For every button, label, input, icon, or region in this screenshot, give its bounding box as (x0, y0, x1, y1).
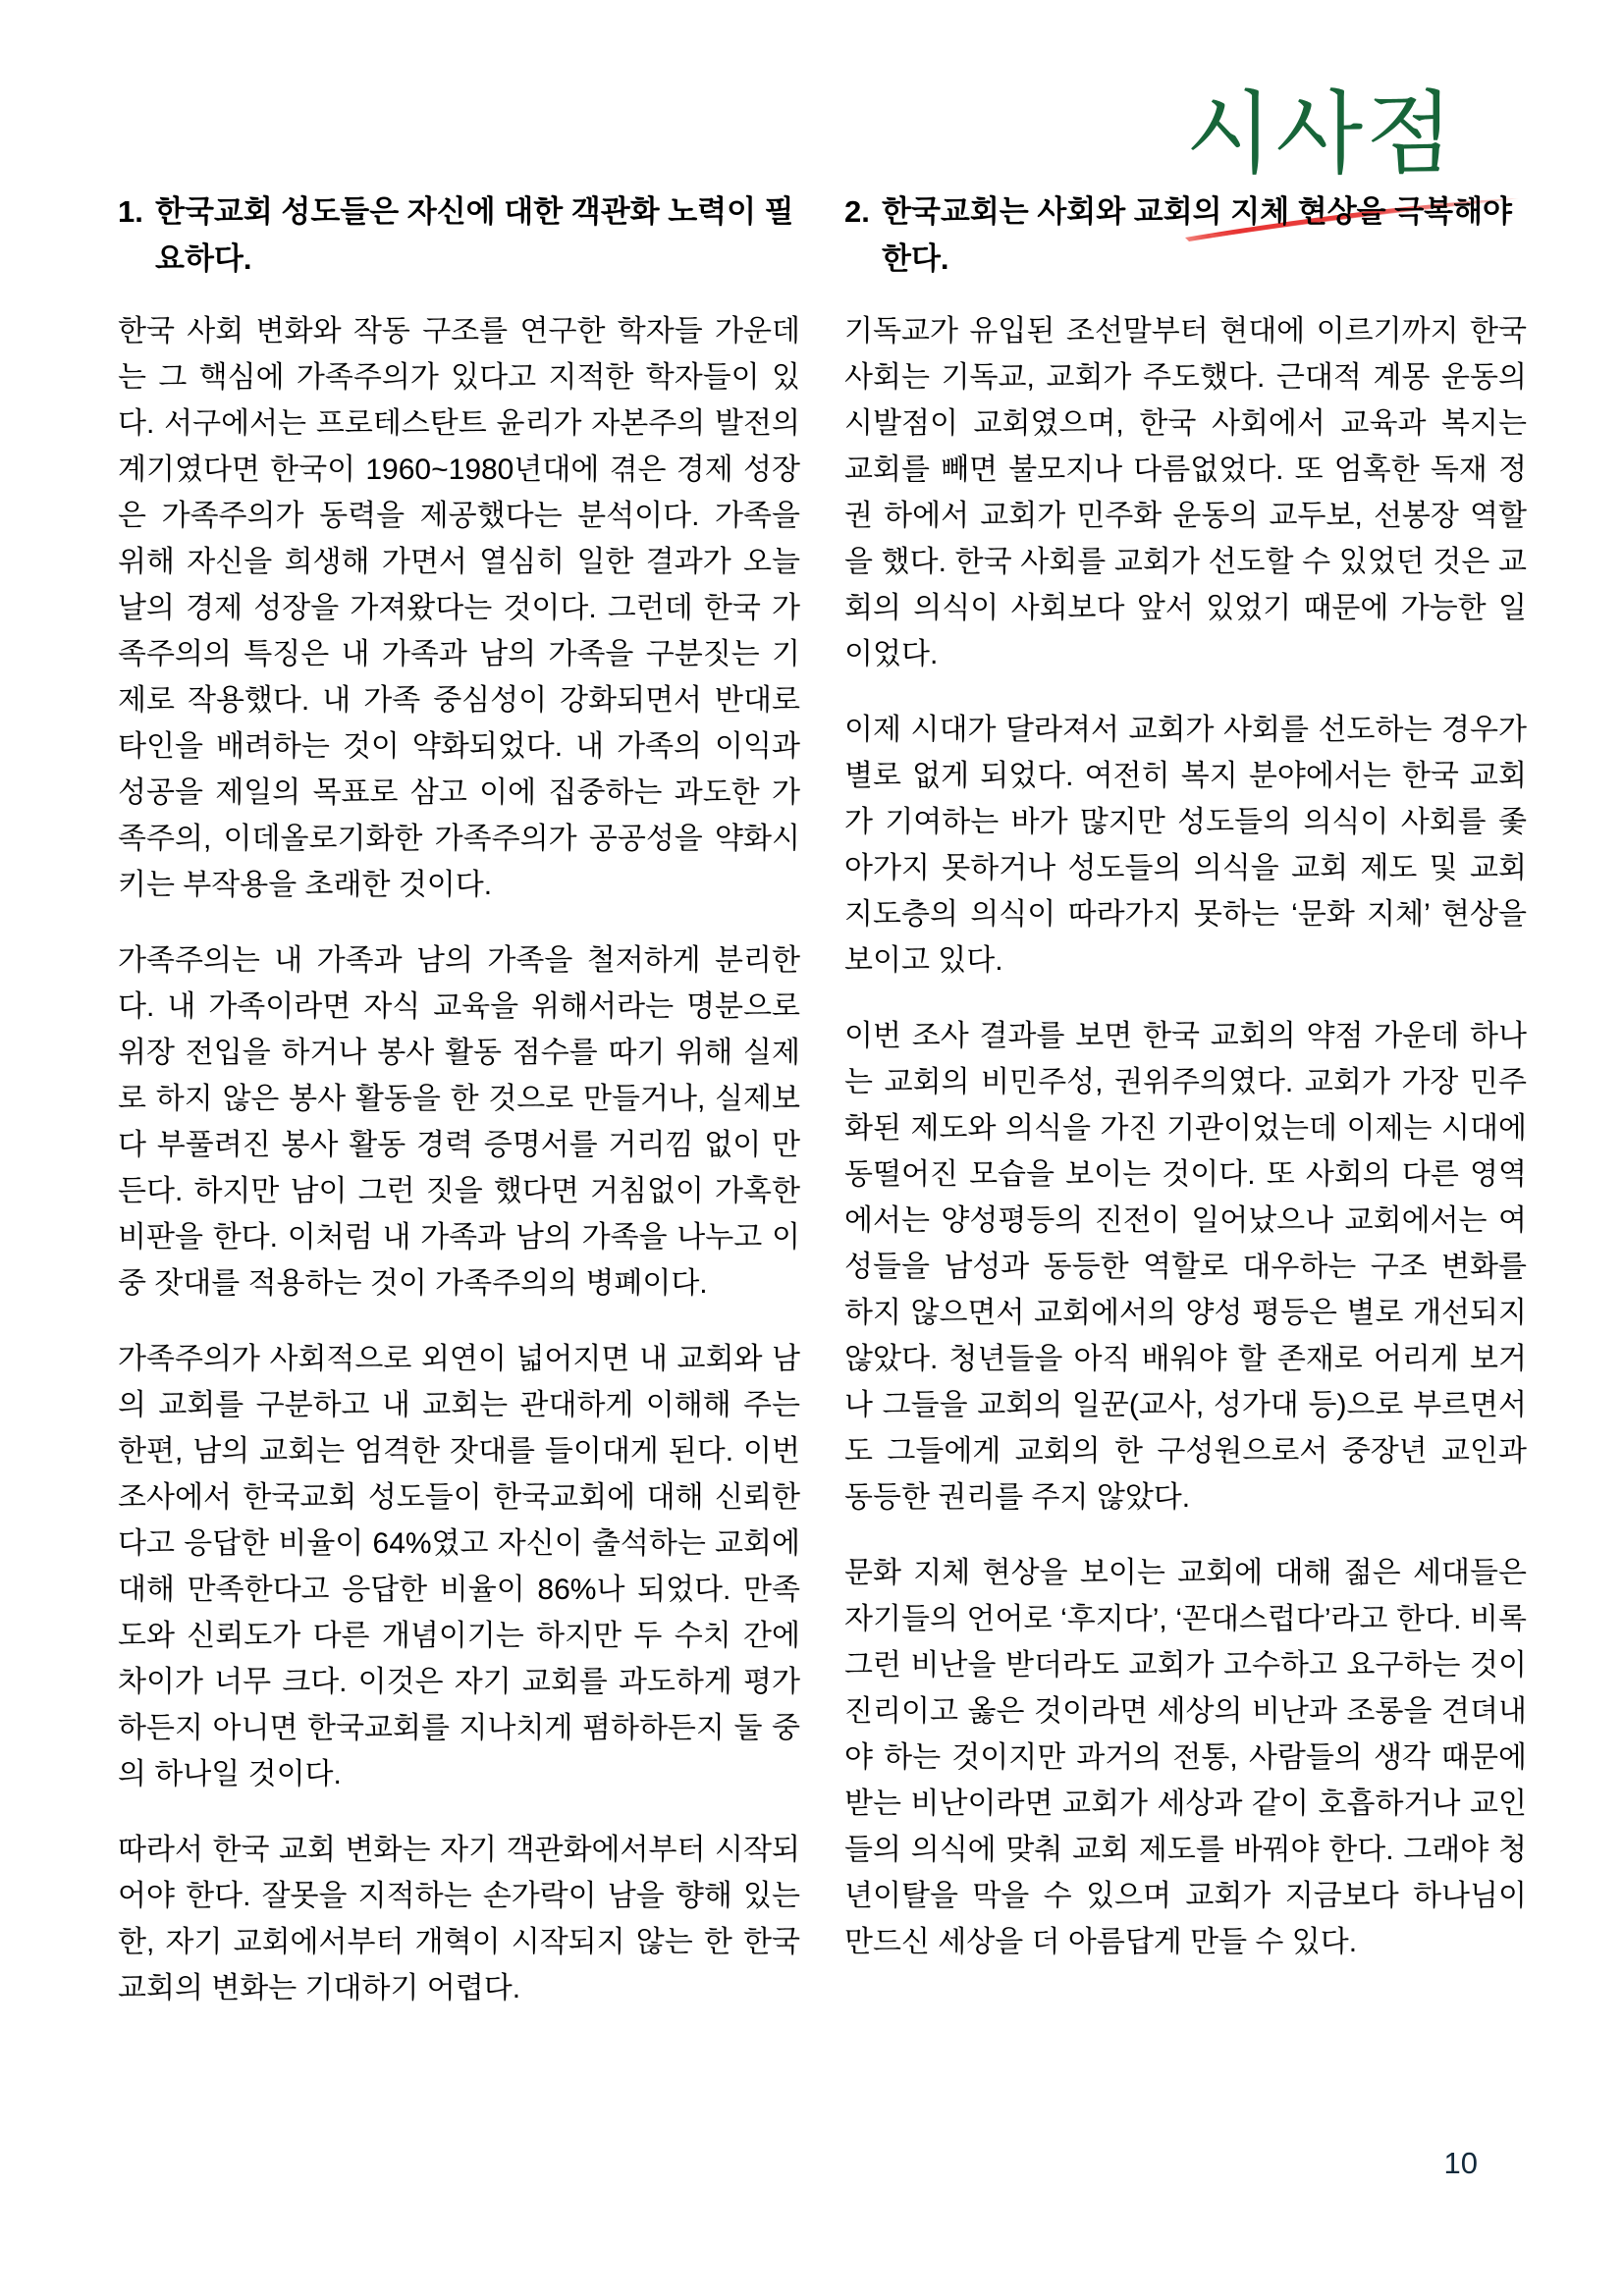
section-2-number: 2. (844, 194, 870, 229)
column-right (844, 188, 1527, 2011)
section-1-heading (118, 188, 800, 283)
page-title: 시사점 (1185, 84, 1456, 185)
section-1-number: 1. (118, 194, 143, 229)
section-1-heading-text: 한국교회 성도들은 자신에 대한 객관화 노력이 필요하다. (155, 194, 794, 276)
paragraph: 한국 사회 변화와 작동 구조를 연구한 학자들 가운데는 그 핵심에 가족주의가 있다고 지적한 학자들이 있다. 서구에서는 프로테스탄트 윤리가 자본주의 발전의 계기였다면 한국이 1960~1980년대에 겪은 경제 성장은 가족주의가 동력을 제공했다는 분석이다. 가족을 위해 자신을 희생해 가면서 열심히 일한 결과가 오늘날의 경제 성장을 가져왔다는 것이다. 그런데 한국 가족주의의 특징은 내 가족과 남의 가족을 구분짓는 기제로 작용했다. 내 가족 중심성이 강화되면서 반대로 타인을 배려하는 것이 약화되었다. 내 가족의 이익과 성공을 제일의 목표로 삼고 이에 집중하는 과도한 가족주의, 이데올로기화한 가족주의가 공공성을 약화시키는 부작용을 초래한 것이다. (118, 315, 800, 901)
paragraph: 기독교가 유입된 조선말부터 현대에 이르기까지 한국 사회는 기독교, 교회가 주도했다. 근대적 계몽 운동의 시발점이 교회였으며, 한국 사회에서 교육과 복지는 교회를 빼면 불모지나 다름없었다. 또 엄혹한 독재 정권 하에서 교회가 민주화 운동의 교두보, 선봉장 역할을 했다. 한국 사회를 교회가 선도할 수 있었던 것은 교회의 의식이 사회보다 앞서 있었기 때문에 가능한 일이었다. (844, 315, 1527, 670)
two-column-body (118, 188, 1527, 2011)
paragraph: 가족주의는 내 가족과 남의 가족을 철저하게 분리한다. 내 가족이라면 자식 교육을 위해서라는 명분으로 위장 전입을 하거나 봉사 활동 점수를 따기 위해 실제로 하지 않은 봉사 활동을 한 것으로 만들거나, 실제보다 부풀려진 봉사 활동 경력 증명서를 거리낌 없이 만든다. 하지만 남이 그런 짓을 했다면 거침없이 가혹한 비판을 한다. 이처럼 내 가족과 남의 가족을 나누고 이중 잣대를 적용하는 것이 가족주의의 병폐이다. (118, 944, 800, 1300)
section-2-heading (844, 188, 1527, 283)
paragraph: 문화 지체 현상을 보이는 교회에 대해 젊은 세대들은 자기들의 언어로 ‘후지다’, ‘꼰대스럽다’라고 한다. 비록 그런 비난을 받더라도 교회가 고수하고 요구하는 것이 진리이고 옳은 것이라면 세상의 비난과 조롱을 견뎌내야 하는 것이지만 과거의 전통, 사람들의 생각 때문에 받는 비난이라면 교회가 세상과 같이 호흡하거나 교인들의 의식에 맞춰 교회 제도를 바꿔야 한다. 그래야 청년이탈을 막을 수 있으며 교회가 지금보다 하나님이 만드신 세상을 더 아름답게 만들 수 있다. (844, 1557, 1527, 1958)
page-number: 10 (1443, 2146, 1478, 2180)
paragraph: 이제 시대가 달라져서 교회가 사회를 선도하는 경우가 별로 없게 되었다. 여전히 복지 분야에서는 한국 교회가 기여하는 바가 많지만 성도들의 의식이 사회를 좇아가지 못하거나 성도들의 의식을 교회 제도 및 교회 지도층의 의식이 따라가지 못하는 ‘문화 지체’ 현상을 보이고 있다. (844, 714, 1527, 977)
paragraph: 이번 조사 결과를 보면 한국 교회의 약점 가운데 하나는 교회의 비민주성, 권위주의였다. 교회가 가장 민주화된 제도와 의식을 가진 기관이었는데 이제는 시대에 동떨어진 모습을 보이는 것이다. 또 사회의 다른 영역에서는 양성평등의 진전이 일어났으나 교회에서는 여성들을 남성과 동등한 역할로 대우하는 구조 변화를 하지 않으면서 교회에서의 양성 평등은 별로 개선되지 않았다. 청년들을 아직 배워야 할 존재로 어리게 보거나 그들을 교회의 일꾼(교사, 성가대 등)으로 부르면서도 그들에게 교회의 한 구성원으로서 중장년 교인과 동등한 권리를 주지 않았다. (844, 1020, 1527, 1514)
paragraph: 가족주의가 사회적으로 외연이 넓어지면 내 교회와 남의 교회를 구분하고 내 교회는 관대하게 이해해 주는 한편, 남의 교회는 엄격한 잣대를 들이대게 된다. 이번 조사에서 한국교회 성도들이 한국교회에 대해 신뢰한다고 응답한 비율이 64%였고 자신이 출석하는 교회에 대해 만족한다고 응답한 비율이 86%나 되었다. 만족도와 신뢰도가 다른 개념이기는 하지만 두 수치 간에 차이가 너무 크다. 이것은 자기 교회를 과도하게 평가하든지 아니면 한국교회를 지나치게 폄하하든지 둘 중의 하나일 것이다. (118, 1343, 800, 1790)
paragraph: 따라서 한국 교회 변화는 자기 객관화에서부터 시작되어야 한다. 잘못을 지적하는 손가락이 남을 향해 있는 한, 자기 교회에서부터 개혁이 시작되지 않는 한 한국 교회의 변화는 기대하기 어렵다. (118, 1834, 800, 2004)
column-left (118, 188, 800, 2011)
section-2-paragraphs (844, 308, 1527, 1965)
section-2-heading-text: 한국교회는 사회와 교회의 지체 현상을 극복해야 한다. (882, 194, 1512, 276)
section-1-paragraphs (118, 308, 800, 2011)
